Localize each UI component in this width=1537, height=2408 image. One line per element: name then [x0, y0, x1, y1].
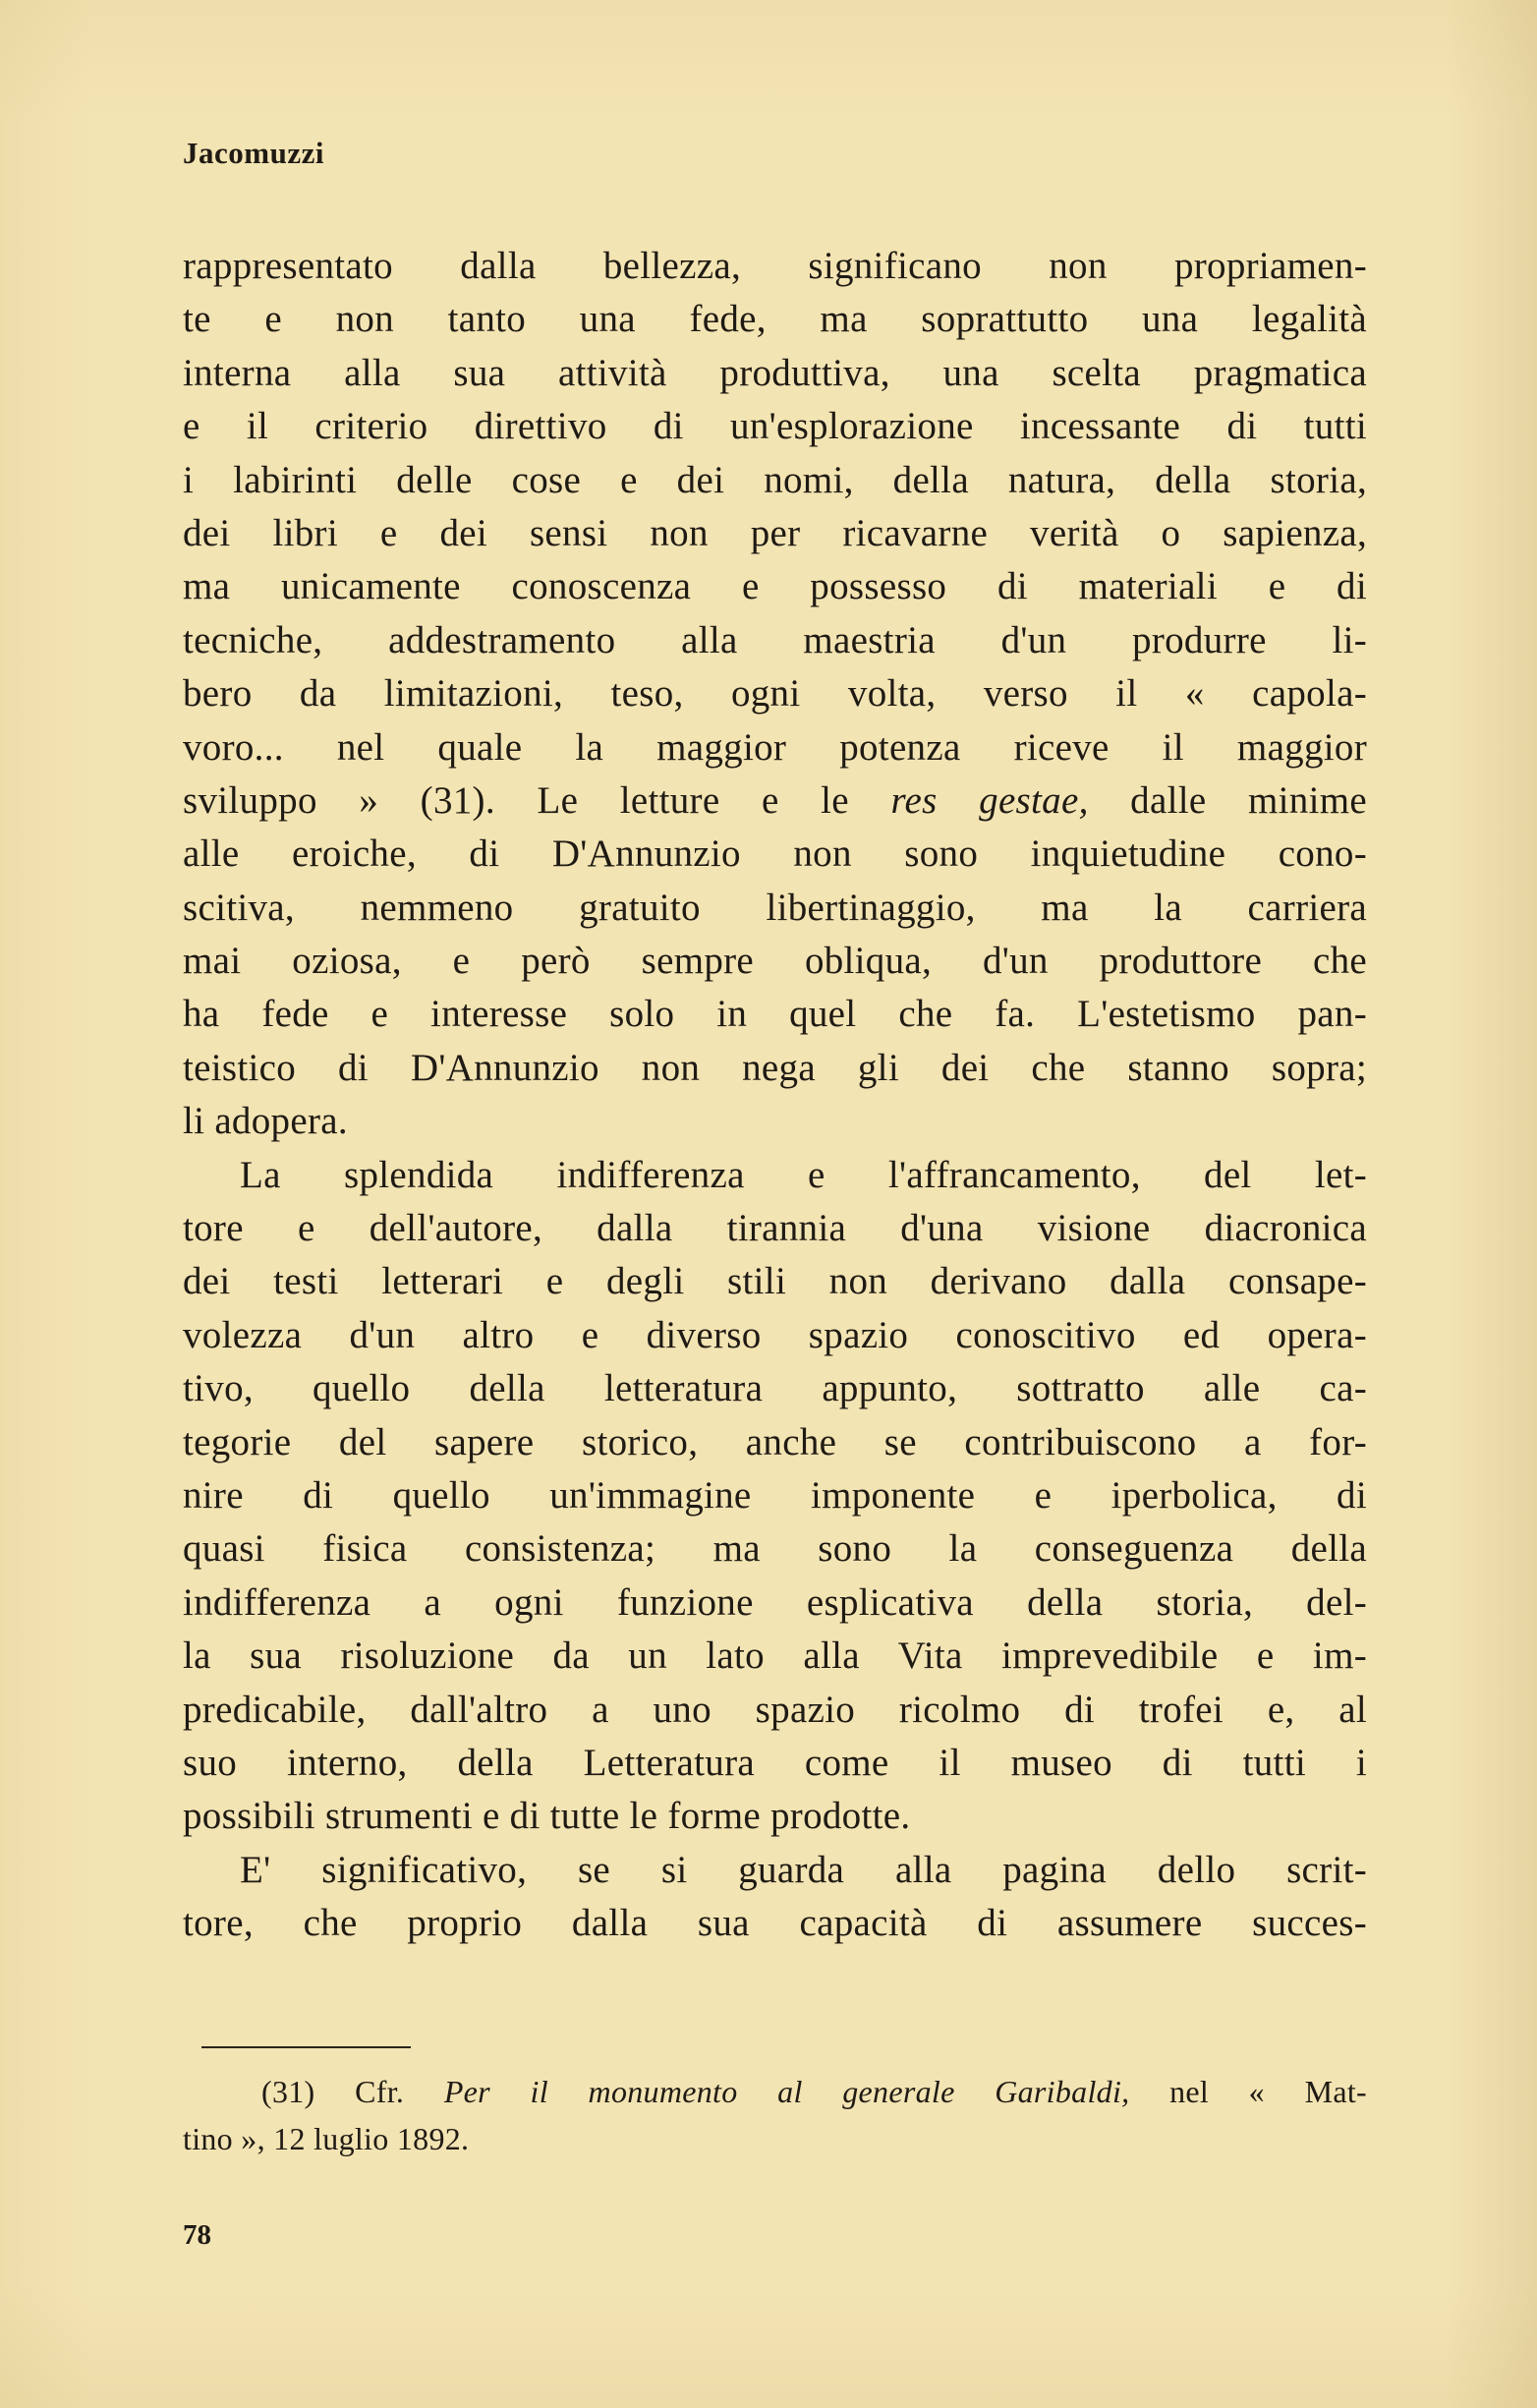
footnote-number: (31) Cfr. [261, 2074, 444, 2109]
text-line: ha fede e interesse solo in quel che fa. L'estetismo pan- [183, 993, 1367, 1036]
text-line: dei testi letterari e degli stili non derivano dalla consape- [183, 1260, 1367, 1303]
text-line-mixed [183, 774, 1367, 828]
page-number: 78 [183, 2219, 211, 2251]
text-line: E' significativo, se si guarda alla pagina dello scrit- [240, 1848, 1367, 1891]
text-line: mai oziosa, e però sempre obliqua, d'un produttore che [183, 940, 1367, 983]
text-segment: sviluppo » (31). Le letture e le [183, 778, 891, 822]
text-line: suo interno, della Letteratura come il museo di tutti i [183, 1741, 1367, 1784]
text-line: e il criterio direttivo di un'esplorazione incessante di tutti [183, 405, 1367, 448]
text-line: ma unicamente conoscenza e possesso di materiali e di [183, 565, 1367, 608]
text-line: alle eroiche, di D'Annunzio non sono inquietudine cono- [183, 832, 1367, 876]
text-line: scitiva, nemmeno gratuito libertinaggio, ma la carriera [183, 886, 1367, 929]
text-line: voro... nel quale la maggior potenza riceve il maggior [183, 725, 1367, 769]
text-line: interna alla sua attività produttiva, una scelta pragmatica [183, 351, 1367, 394]
footnote-rule [201, 2046, 411, 2048]
text-line: tecniche, addestramento alla maestria d'un produrre li- [183, 618, 1367, 661]
text-segment: dalle minime [1088, 778, 1367, 822]
italic-title: res gestae, [890, 778, 1089, 822]
text-line: la sua risoluzione da un lato alla Vita imprevedibile e im- [183, 1634, 1367, 1678]
body-text [183, 240, 1367, 1951]
footnote [183, 2068, 1367, 2162]
text-line: li adopera. [183, 1100, 348, 1143]
text-line: La splendida indifferenza e l'affrancamento, del let- [240, 1153, 1367, 1196]
text-line: indifferenza a ogni funzione esplicativa della storia, del- [183, 1580, 1367, 1624]
text-line: te e non tanto una fede, ma soprattutto una legalità [183, 298, 1367, 341]
running-head: Jacomuzzi [183, 136, 324, 170]
text-line: bero da limitazioni, teso, ogni volta, verso il « capola- [183, 672, 1367, 716]
text-line: tivo, quello della letteratura appunto, sottratto alle ca- [183, 1367, 1367, 1410]
text-line: possibili strumenti e di tutte le forme prodotte. [183, 1795, 911, 1838]
text-line: volezza d'un altro e diverso spazio conoscitivo ed opera- [183, 1313, 1367, 1356]
footnote-italic-title: Per il monumento al generale Garibaldi, [443, 2074, 1130, 2109]
text-line: predicabile, dall'altro a uno spazio ricolmo di trofei e, al [183, 1688, 1367, 1731]
text-line: dei libri e dei sensi non per ricavarne verità o sapienza, [183, 511, 1367, 554]
footnote-text: nel « Mat- [1129, 2074, 1367, 2109]
text-line: tore e dell'autore, dalla tirannia d'una visione diacronica [183, 1207, 1367, 1250]
text-line: quasi fisica consistenza; ma sono la conseguenza della [183, 1527, 1367, 1571]
text-line: tore, che proprio dalla sua capacità di assumere succes- [183, 1902, 1367, 1945]
text-line: teistico di D'Annunzio non nega gli dei che stanno sopra; [183, 1046, 1367, 1089]
text-line: rappresentato dalla bellezza, significano non propriamen- [183, 245, 1367, 287]
footnote-line [183, 2068, 1367, 2115]
text-line: i labirinti delle cose e dei nomi, della natura, della storia, [183, 458, 1367, 501]
footnote-line: tino », 12 luglio 1892. [183, 2121, 470, 2156]
text-line: nire di quello un'immagine imponente e iperbolica, di [183, 1473, 1367, 1517]
text-line: tegorie del sapere storico, anche se contribuiscono a for- [183, 1420, 1367, 1463]
